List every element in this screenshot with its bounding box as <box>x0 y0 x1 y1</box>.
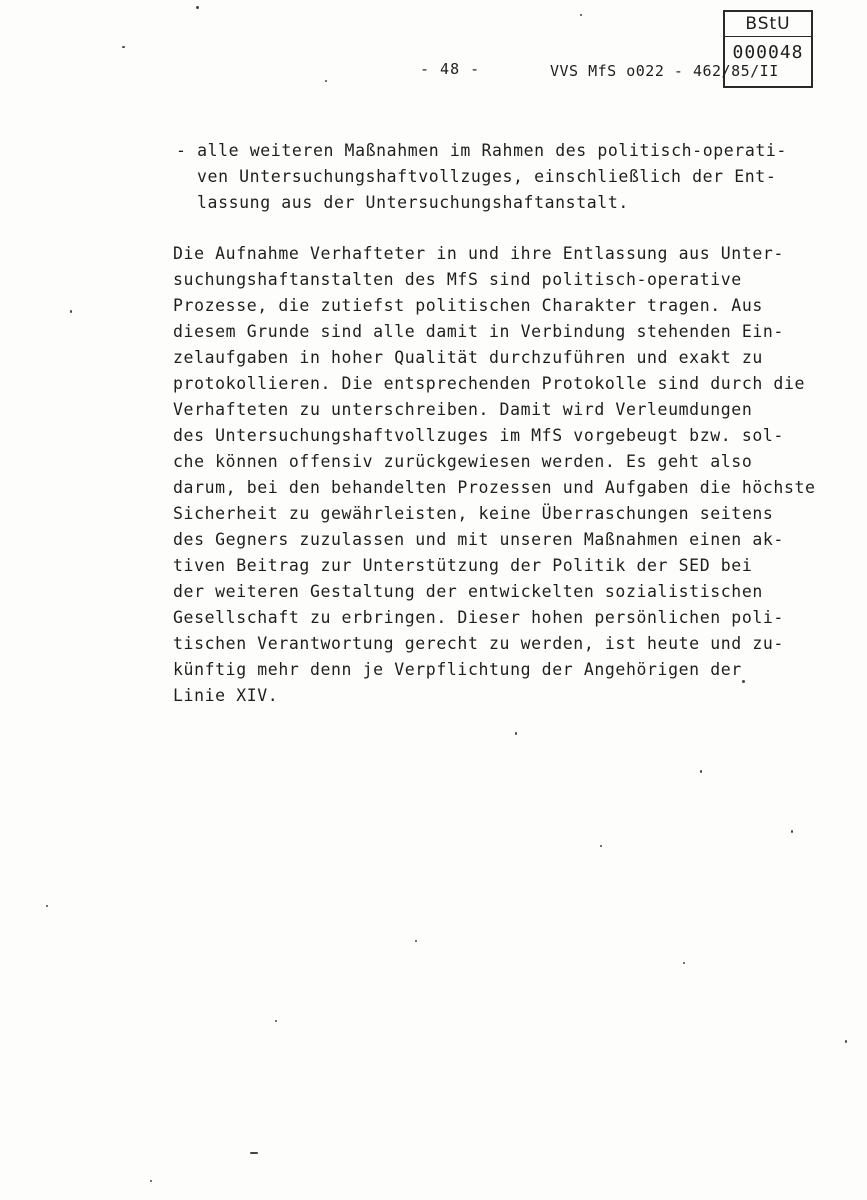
scan-speck <box>150 1180 152 1182</box>
paragraph-line: darum, bei den behandelten Prozessen und Aufgaben die höchste <box>173 478 816 497</box>
bullet-line: lassung aus der Untersuchungshaftanstalt. <box>197 193 629 212</box>
paragraph-line: Verhafteten zu unterschreiben. Damit wird Verleumdungen <box>173 400 753 419</box>
scan-speck <box>196 6 199 9</box>
scan-speck <box>70 310 72 313</box>
paragraph-line: Die Aufnahme Verhafteter in und ihre Entlassung aus Unter- <box>173 244 784 263</box>
scan-speck <box>515 732 517 735</box>
paragraph-line: che können offensiv zurückgewiesen werden. Es geht also <box>173 452 753 471</box>
scan-speck <box>275 1020 277 1022</box>
scan-speck <box>415 940 417 942</box>
stamp-number: 000048 <box>732 42 804 63</box>
scan-speck <box>122 46 125 48</box>
scan-speck <box>580 14 582 16</box>
scan-speck <box>600 845 602 847</box>
page-number: - 48 - <box>420 60 481 78</box>
scan-speck <box>845 1040 847 1043</box>
scan-speck <box>683 962 685 964</box>
paragraph-line: der weiteren Gestaltung der entwickelten sozialistischen <box>173 582 763 601</box>
paragraph-line: protokollieren. Die entsprechenden Protokolle sind durch die <box>173 374 806 393</box>
stamp-label: BStU <box>725 12 811 37</box>
paragraph-line: tischen Verantwortung gerecht zu werden, ist heute und zu- <box>173 634 784 653</box>
bullet-line: - alle weiteren Maßnahmen im Rahmen des politisch-operati- <box>176 141 787 160</box>
paragraph-line: suchungshaftanstalten des MfS sind politisch-operative <box>173 270 742 289</box>
paragraph-line: des Gegners zuzulassen und mit unseren Maßnahmen einen ak- <box>173 530 784 549</box>
paragraph-line: künftig mehr denn je Verpflichtung der Angehörigen der <box>173 660 742 679</box>
paragraph-line: Linie XIV. <box>173 686 279 705</box>
scan-speck <box>700 770 702 773</box>
scan-speck <box>250 1152 258 1154</box>
scan-speck <box>742 680 745 683</box>
scan-speck <box>46 905 48 907</box>
paragraph-line: Sicherheit zu gewährleisten, keine Überraschungen seitens <box>173 504 774 523</box>
paragraph-line: Gesellschaft zu erbringen. Dieser hohen persönlichen poli- <box>173 608 784 627</box>
scan-speck <box>791 830 793 833</box>
paragraph-line: diesem Grunde sind alle damit in Verbindung stehenden Ein- <box>173 322 784 341</box>
paragraph-line: tiven Beitrag zur Unterstützung der Politik der SED bei <box>173 556 753 575</box>
paragraph-line: Prozesse, die zutiefst politischen Charakter tragen. Aus <box>173 296 763 315</box>
paragraph-line: zelaufgaben in hoher Qualität durchzuführen und exakt zu <box>173 348 763 367</box>
document-reference: VVS MfS o022 - 462/85/II <box>550 62 779 80</box>
bullet-line: ven Untersuchungshaftvollzuges, einschließlich der Ent- <box>197 167 777 186</box>
paragraph-line: des Untersuchungshaftvollzuges im MfS vorgebeugt bzw. sol- <box>173 426 784 445</box>
scan-speck <box>325 80 327 82</box>
